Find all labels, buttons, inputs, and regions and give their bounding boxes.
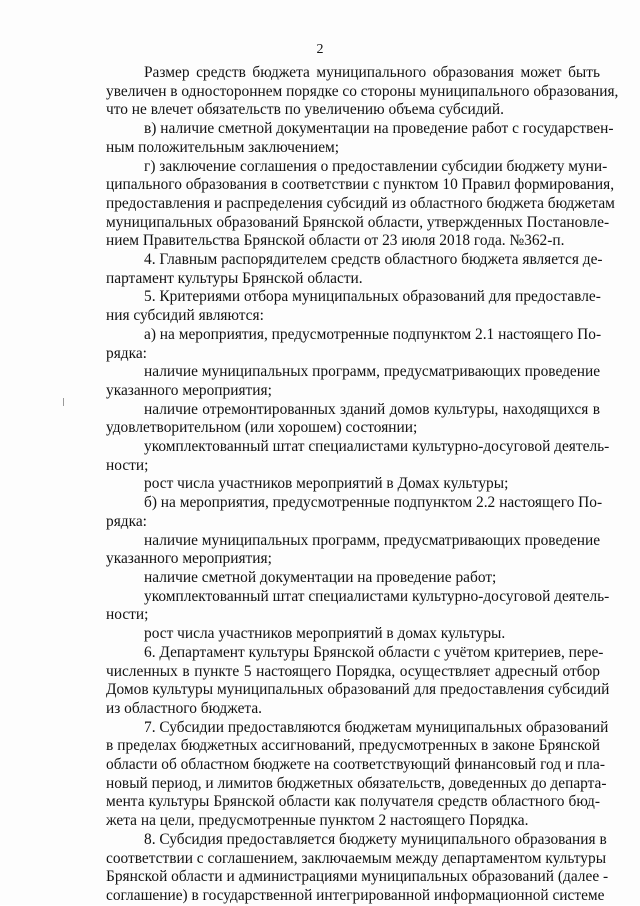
text-line: наличие муниципальных программ, предусматривающих проведение: [144, 531, 601, 549]
text-line: численных в пункте 5 настоящего Порядка, осуществляет адресный отбор: [106, 662, 600, 680]
text-line: г) заключение соглашения о предоставлении субсидии бюджету муни-: [144, 157, 608, 175]
text-line: Размер средств бюджета муниципального образования может быть: [144, 64, 600, 81]
margin-mark: [63, 398, 64, 406]
text-line: рядка:: [106, 512, 147, 530]
text-line: в пределах бюджетных ассигнований, предусмотренных в законе Брянской: [106, 737, 600, 755]
paragraph: [106, 587, 610, 625]
paragraph: [106, 569, 600, 588]
text-line: ния субсидий являются:: [106, 307, 264, 325]
text-line: муниципальных образований Брянской области, утвержденных Постановле-: [106, 213, 610, 231]
page-number: 2: [316, 42, 324, 57]
text-line: Домов культуры муниципальных образований для предоставления субсидий: [106, 681, 610, 699]
text-line: области об областном бюджете на соответствующий финансовый год и пла-: [106, 756, 605, 774]
text-line: предоставления и распределения субсидий из областного бюджета бюджетам: [106, 194, 615, 212]
paragraph: [106, 64, 619, 120]
paragraph: [106, 830, 609, 906]
text-line: укомплектованный штат специалистами культурно-досуговой деятель-: [144, 438, 610, 456]
text-line: соответствии с соглашением, заключаемым между департаментом культуры: [106, 849, 607, 867]
text-line: указанного мероприятия;: [106, 381, 272, 399]
text-line: удовлетворительном (или хорошем) состоянии;: [106, 419, 418, 437]
text-line: наличие муниципальных программ, предусматривающих проведение: [144, 363, 601, 381]
text-line: б) на мероприятия, предусмотренные подпунктом 2.2 настоящего По-: [144, 494, 603, 512]
text-line: 8. Субсидия предоставляется бюджету муниципального образования в: [144, 830, 607, 848]
text-line: увеличен в одностороннем порядке со стороны муниципального образования,: [106, 82, 619, 100]
text-line: жета на цели, предусмотренные пунктом 2 настоящего Порядка.: [106, 812, 529, 830]
text-line: 6. Департамент культуры Брянской области с учётом критериев, пере-: [144, 643, 604, 661]
text-line: мента культуры Брянской области как получателя средств областного бюд-: [106, 793, 600, 811]
text-line: из областного бюджета.: [106, 699, 263, 717]
text-line: партамент культуры Брянской области.: [106, 269, 363, 287]
text-line: ности;: [106, 606, 149, 624]
text-line: рост числа участников мероприятий в Домах культуры;: [144, 475, 509, 493]
text-line: наличие сметной документации на проведение работ;: [144, 568, 497, 586]
paragraph: [106, 625, 600, 644]
text-line: соглашение) в государственной интегрированной информационной системе: [106, 886, 605, 904]
paragraph: [106, 120, 614, 157]
text-line: указанного мероприятия;: [106, 550, 272, 568]
text-line: а) на мероприятия, предусмотренные подпунктом 2.1 настоящего По-: [144, 325, 602, 343]
paragraph: [106, 326, 600, 363]
text-line: ным положительным заключением;: [106, 138, 340, 156]
text-line: нием Правительства Брянской области от 23 июля 2018 года. №362-п.: [106, 232, 565, 250]
paragraph: [106, 438, 610, 475]
text-line: ности;: [106, 456, 149, 474]
text-line: наличие отремонтированных зданий домов культуры, находящихся в: [144, 400, 600, 418]
paragraph: [106, 401, 600, 438]
paragraph: [106, 363, 600, 400]
text-line: 5. Критериями отбора муниципальных образований для предоставле-: [144, 288, 601, 306]
text-line: Брянской области и администрациями муниципальных образований (далее -: [106, 868, 609, 886]
paragraph: [106, 475, 600, 494]
paragraph: [106, 718, 609, 831]
text-line: 7. Субсидии предоставляются бюджетам муниципальных образований: [144, 718, 609, 736]
text-line: ципального образования в соответствии с пунктом 10 Правил формирования,: [106, 176, 615, 194]
paragraph: [106, 494, 603, 531]
text-line: новый период, и лимитов бюджетных обязательств, доведенных до департа-: [106, 774, 607, 792]
paragraph: [106, 532, 600, 569]
text-line: укомплектованный штат специалистами культурно-досуговой деятель-: [144, 587, 610, 605]
document-body: [106, 64, 619, 906]
text-line: что не влечет обязательств по увеличению объема субсидий.: [106, 101, 504, 119]
paragraph: [106, 157, 615, 252]
text-line: рядка:: [106, 344, 147, 362]
paragraph: [106, 288, 600, 325]
text-line: в) наличие сметной документации на проведение работ с государствен-: [144, 120, 614, 138]
paragraph: [106, 643, 610, 719]
paragraph: [106, 251, 603, 288]
text-line: 4. Главным распорядителем средств областного бюджета является де-: [144, 251, 603, 269]
text-line: рост числа участников мероприятий в домах культуры.: [144, 625, 506, 643]
